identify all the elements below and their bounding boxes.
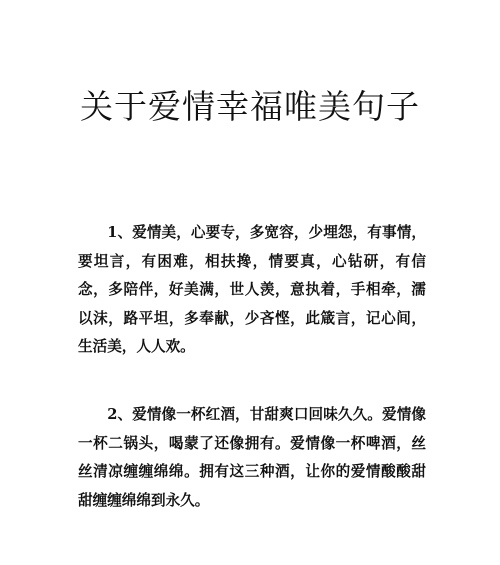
paragraph-2: 2、爱情像一杯红酒，甘甜爽口回味久久。爱情像一杯二锅头，喝蒙了还像拥有。爱情像一杯啤酒，丝丝清凉缠缠绵绵。拥有这三种酒，让你的爱情酸酸甜甜缠缠绵绵到永久。 xyxy=(78,406,426,509)
paragraph-1: 1、爱情美，心要专，多宽容，少埋怨，有事情，要坦言，有困难，相扶搀，情要真，心钻研，有信念，多陪伴，好美满，世人羡，意执着，手相牵，濡以沫，路平坦，多奉献，少吝悭，此箴言，记心间，生活美，人人欢。 xyxy=(78,224,426,355)
document-title: 关于爱情幸福唯美句子 xyxy=(80,87,420,126)
